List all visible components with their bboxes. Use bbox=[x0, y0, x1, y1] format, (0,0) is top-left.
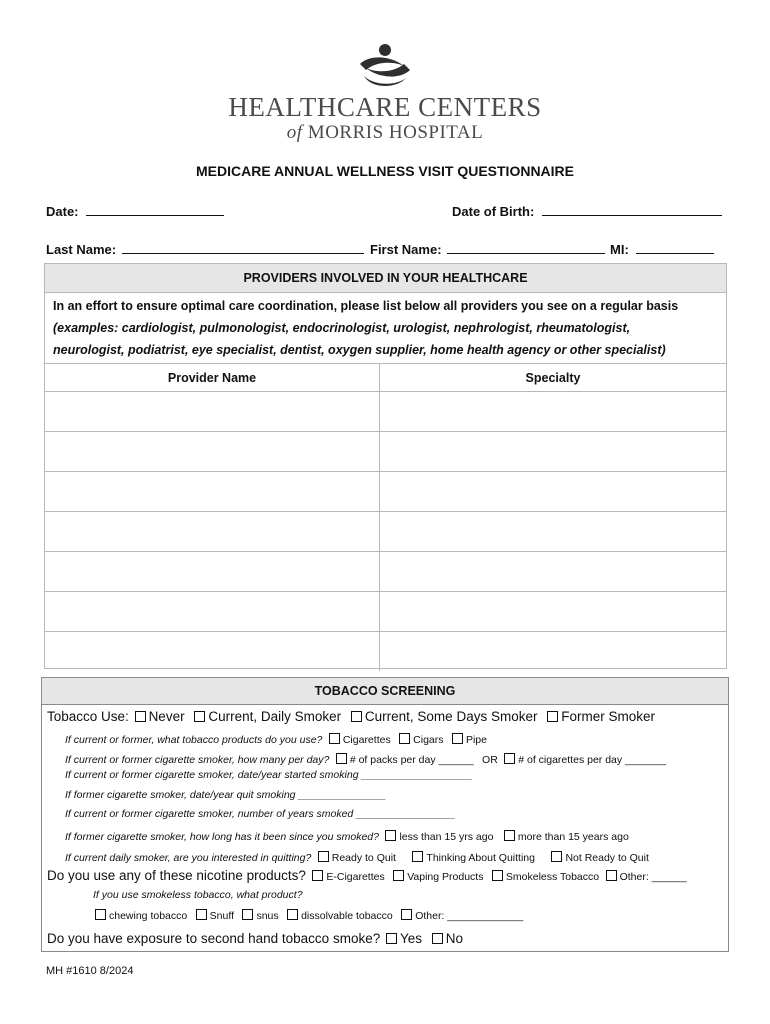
mi-label: MI: bbox=[610, 242, 629, 257]
years-smoked-question: If current or former cigarette smoker, number of years smoked _________________ bbox=[65, 808, 456, 820]
specialty-cell[interactable] bbox=[380, 632, 727, 672]
specialty-header: Specialty bbox=[525, 370, 581, 385]
snuff-checkbox[interactable] bbox=[196, 909, 207, 920]
specialty-cell[interactable] bbox=[380, 592, 727, 632]
yes-checkbox[interactable] bbox=[386, 933, 397, 944]
providers-heading: PROVIDERS INVOLVED IN YOUR HEALTHCARE bbox=[45, 264, 726, 293]
provider-name-cell[interactable] bbox=[45, 592, 380, 632]
providers-section bbox=[44, 263, 727, 669]
dob-field[interactable] bbox=[542, 202, 722, 216]
providers-intro: In an effort to ensure optimal care coordination, please list below all providers you see on a regular basis (examples: cardiologist, pulmonologist, endocrinologist, urologist, nephrologist, rheumatologist, neurologist, podiatrist, eye specialist, dentist, oxygen supplier, home health agency or other specialist) bbox=[45, 293, 726, 364]
table-row bbox=[45, 432, 726, 472]
not-ready-to-quit-checkbox[interactable] bbox=[551, 851, 562, 862]
mi-row bbox=[610, 240, 714, 257]
pipe-checkbox[interactable] bbox=[452, 733, 463, 744]
former-smoker-checkbox[interactable] bbox=[547, 711, 558, 722]
provider-name-cell[interactable] bbox=[45, 632, 380, 672]
quitting-row: If current daily smoker, are you interested in quitting? Ready to Quit Thinking About Quitting Not Ready to Quit bbox=[65, 852, 649, 864]
providers-table bbox=[45, 364, 726, 671]
snus-checkbox[interactable] bbox=[242, 909, 253, 920]
how-many-row: If current or former cigarette smoker, how many per day? # of packs per day ______ OR # of cigarettes per day _______ bbox=[65, 754, 666, 766]
other-smokeless-checkbox[interactable] bbox=[401, 909, 412, 920]
logo-line1: HEALTHCARE CENTERS bbox=[228, 92, 542, 122]
provider-name-cell[interactable] bbox=[45, 392, 380, 432]
date-field[interactable] bbox=[86, 202, 224, 216]
e-cigarettes-checkbox[interactable] bbox=[312, 870, 323, 881]
dob-label: Date of Birth: bbox=[452, 204, 535, 219]
hospital-logo bbox=[0, 40, 770, 150]
quit-smoking-question: If former cigarette smoker, date/year quit smoking _______________ bbox=[65, 789, 387, 801]
no-checkbox[interactable] bbox=[432, 933, 443, 944]
smokeless-tobacco-checkbox[interactable] bbox=[492, 870, 503, 881]
logo-emblem-icon bbox=[352, 42, 418, 92]
smokeless-question: If you use smokeless tobacco, what product? bbox=[93, 889, 303, 901]
tobacco-use-row: Tobacco Use: Never Current, Daily Smoker Current, Some Days Smoker Former Smoker bbox=[47, 709, 655, 724]
since-smoked-row: If former cigarette smoker, how long has it been since you smoked? less than 15 yrs ago more than 15 years ago bbox=[65, 831, 629, 843]
less-than-15-checkbox[interactable] bbox=[385, 830, 396, 841]
last-name-label: Last Name: bbox=[46, 242, 117, 257]
tobacco-heading: TOBACCO SCREENING bbox=[42, 678, 728, 705]
table-row bbox=[45, 472, 726, 512]
dob-row bbox=[452, 202, 722, 219]
thinking-about-quitting-checkbox[interactable] bbox=[412, 851, 423, 862]
page-title: MEDICARE ANNUAL WELLNESS VISIT QUESTIONNAIRE bbox=[195, 163, 575, 179]
specialty-cell[interactable] bbox=[380, 392, 727, 432]
provider-name-cell[interactable] bbox=[45, 512, 380, 552]
last-name-row bbox=[46, 240, 364, 257]
specialty-cell[interactable] bbox=[380, 512, 727, 552]
vaping-products-checkbox[interactable] bbox=[393, 870, 404, 881]
provider-name-cell[interactable] bbox=[45, 432, 380, 472]
first-name-row bbox=[370, 240, 605, 257]
date-label: Date: bbox=[46, 204, 79, 219]
started-smoking-question: If current or former cigarette smoker, date/year started smoking ___________________ bbox=[65, 769, 473, 781]
ready-to-quit-checkbox[interactable] bbox=[318, 851, 329, 862]
chewing-tobacco-checkbox[interactable] bbox=[95, 909, 106, 920]
table-row bbox=[45, 552, 726, 592]
nicotine-row: Do you use any of these nicotine products? E-Cigarettes Vaping Products Smokeless Tobacco Other: ______ bbox=[47, 868, 687, 883]
cigarettes-per-day-checkbox[interactable] bbox=[504, 753, 515, 764]
products-row: If current or former, what tobacco products do you use? Cigarettes Cigars Pipe bbox=[65, 734, 487, 746]
first-name-field[interactable] bbox=[447, 240, 605, 254]
last-name-field[interactable] bbox=[122, 240, 364, 254]
date-row bbox=[46, 202, 224, 219]
second-hand-row: Do you have exposure to second hand tobacco smoke? Yes No bbox=[47, 931, 464, 946]
some-days-smoker-checkbox[interactable] bbox=[351, 711, 362, 722]
daily-smoker-checkbox[interactable] bbox=[194, 711, 205, 722]
table-row bbox=[45, 632, 726, 672]
form-code: MH #1610 8/2024 bbox=[46, 965, 134, 977]
specialty-cell[interactable] bbox=[380, 472, 727, 512]
logo-line2: of MORRIS HOSPITAL bbox=[286, 122, 484, 143]
table-row bbox=[45, 392, 726, 432]
table-row bbox=[45, 592, 726, 632]
cigars-checkbox[interactable] bbox=[399, 733, 410, 744]
table-row bbox=[45, 512, 726, 552]
more-than-15-checkbox[interactable] bbox=[504, 830, 515, 841]
specialty-cell[interactable] bbox=[380, 432, 727, 472]
other-nicotine-checkbox[interactable] bbox=[606, 870, 617, 881]
tobacco-section bbox=[41, 677, 729, 952]
packs-checkbox[interactable] bbox=[336, 753, 347, 764]
mi-field[interactable] bbox=[636, 240, 714, 254]
provider-name-header: Provider Name bbox=[45, 364, 380, 392]
provider-name-cell[interactable] bbox=[45, 472, 380, 512]
cigarettes-checkbox[interactable] bbox=[329, 733, 340, 744]
never-checkbox[interactable] bbox=[135, 711, 146, 722]
provider-name-cell[interactable] bbox=[45, 552, 380, 592]
first-name-label: First Name: bbox=[370, 242, 442, 257]
specialty-cell[interactable] bbox=[380, 552, 727, 592]
dissolvable-tobacco-checkbox[interactable] bbox=[287, 909, 298, 920]
smokeless-options-row: chewing tobacco Snuff snus dissolvable tobacco Other: _____________ bbox=[93, 906, 523, 924]
